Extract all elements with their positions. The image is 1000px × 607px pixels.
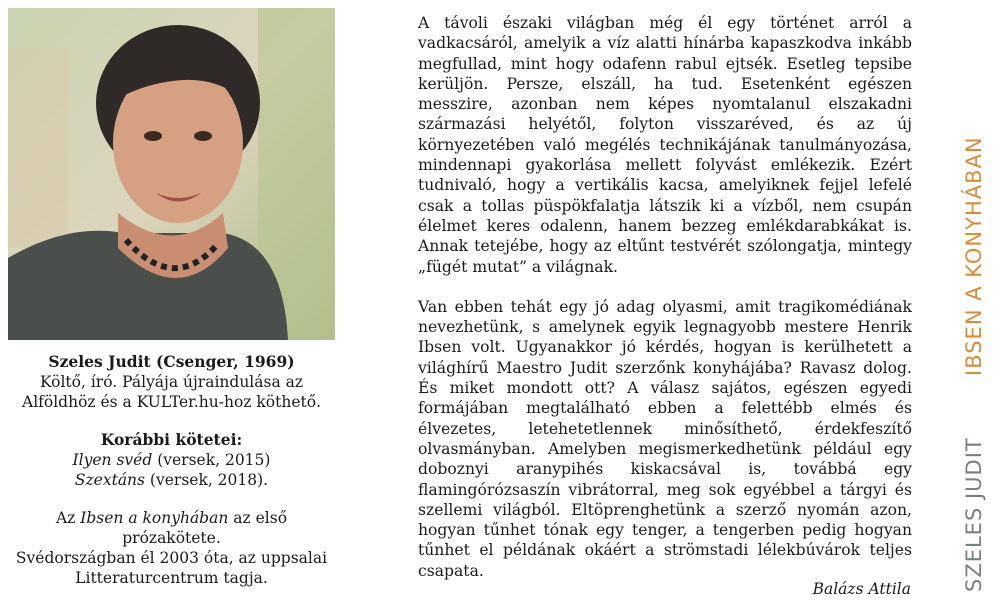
book-title: Ibsen a konyhában — [80, 509, 229, 527]
bio-line: Litteraturcentrum tagja. — [75, 569, 268, 587]
book-title: Szextáns — [74, 471, 145, 489]
blurb-paragraph: A távoli északi világban még él egy történet arról a vadkacsáról, amelyik a víz alatti hínárba kapaszkodva inkább megfullad, mint hogy odafenn rabul ejtsék. Esetleg tepsibe kerüljön. Persze, elszáll, ha tud. Esetenként egészen messzire, azonban nem képes nyomtalanul elszakadni származási helyétől, folyton visszaréved, és az új környezetében való megélés technikájának tanulmányozása, mindennapi gyakorlása mellett folyvást emlékezik. Ezért tudnivaló, hogy a vertikális kacsa, amelyiknek fejjel lefelé csak a tollas püspökfalatja látszik ki a vízből, nem csupán élelmet keres odalenn, hanem bezzeg emlékdarabkákat is. Annak tetejébe, hogy az eltűnt testvérét szólongatja, mintegy „fügét mutat” a világnak. — [418, 14, 912, 276]
bio-note — [8, 508, 335, 548]
bio-line: Svédországban él 2003 óta, az uppsalai — [15, 549, 328, 567]
spine-author: SZELES JUDIT — [962, 437, 986, 592]
bio-note-text: Az — [55, 509, 81, 527]
blurb-paragraph: Van ebben tehát egy jó adag olyasmi, amit tragikomédiának nevezhetünk, s amelynek egyik legnagyobb mestere Henrik Ibsen volt. Ugyanakkor jó kérdés, hogyan is kerülhetett a világhírű Maestro Judit szerzőnk konyhájába? Ravasz dolog. És miket mondott ott? A válasz sajátos, egészen egyedi formájában megtalálható ebben a felettébb elmés és élvezetes, letehetetlennek minősíthető, érdekfeszítő olvasmányban. Amelyben megismerkedhetünk például egy doboznyi aranypihés kiskacsával is, továbbá egy flamingórózsaszín vibrátorral, meg sok egyébbel a tárgyi és szellemi világból. Eltöprenghetünk a szerző nyomán azon, hogyan tűnhet tónak egy tenger, a tengerben pedig hogyan tűnhet el példának okáért a strömstadi lélekbúvárok teljes csapata. — [418, 297, 912, 580]
signature: Balázs Attila — [812, 580, 911, 598]
author-bio — [8, 352, 335, 588]
bio-line: Alföldhöz és a KULTer.hu-hoz köthető. — [22, 393, 321, 411]
author-name: Szeles Judit (Csenger, 1969) — [48, 352, 295, 371]
author-photo — [8, 8, 335, 340]
blurb-text — [418, 13, 912, 581]
spine-text — [958, 108, 990, 592]
book-info: (versek, 2015) — [152, 451, 271, 469]
previous-book — [8, 450, 335, 470]
previous-books-heading: Korábbi kötetei: — [100, 430, 243, 449]
book-info: (versek, 2018). — [145, 471, 269, 489]
bio-note-text: az első prózakötete. — [122, 509, 288, 547]
bio-line: Költő, író. Pályája újraindulása az — [39, 373, 304, 391]
previous-book — [8, 470, 335, 490]
spine-title: IBSEN A KONYHÁBAN — [962, 136, 986, 376]
book-title: Ilyen svéd — [72, 451, 153, 469]
